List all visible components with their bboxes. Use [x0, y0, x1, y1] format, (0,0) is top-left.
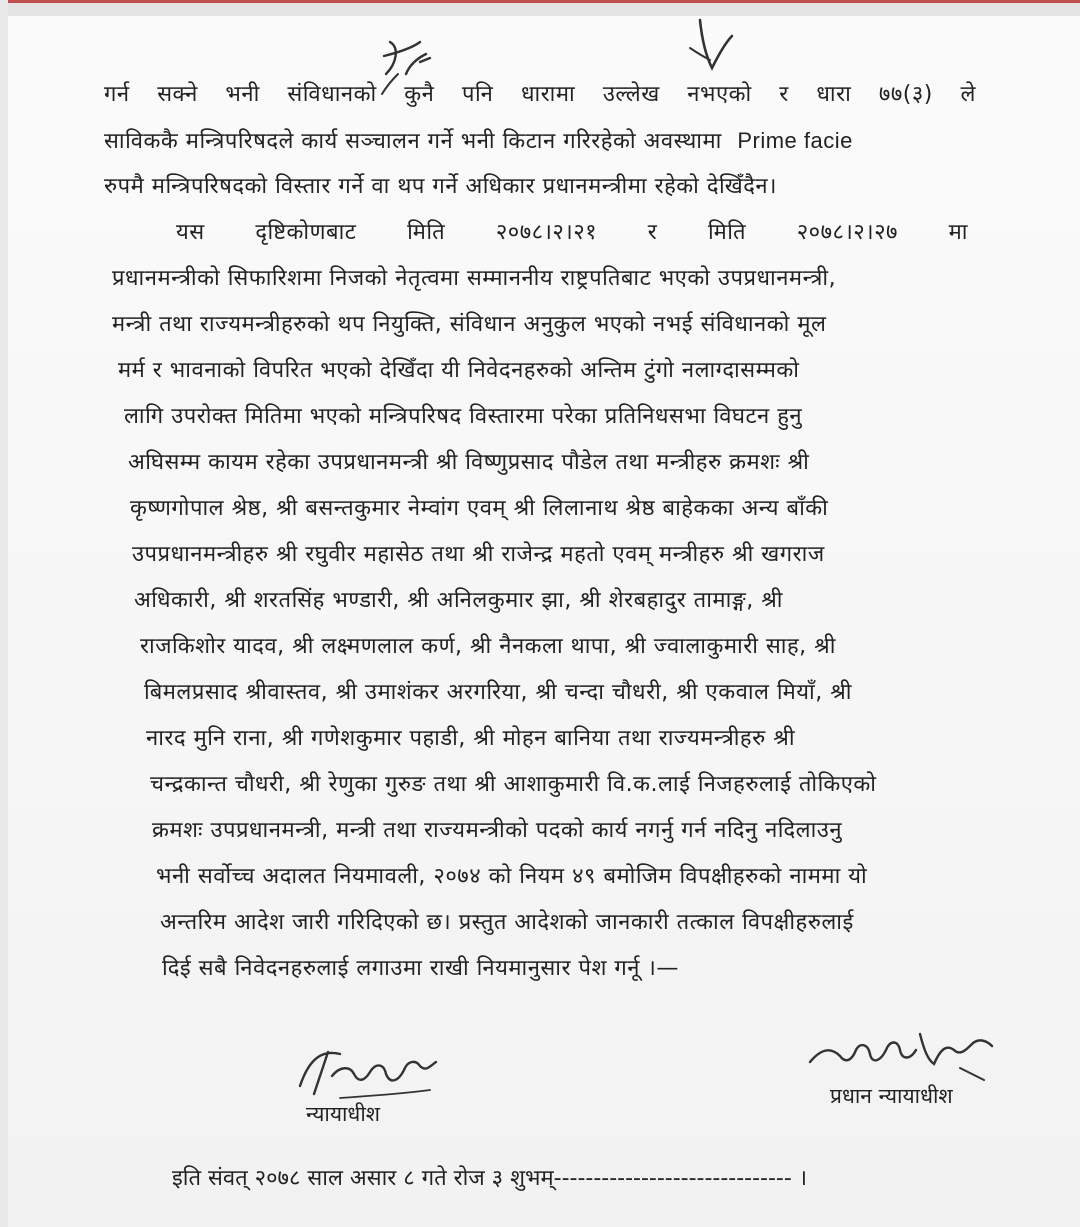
- body-line-20: दिई सबै निवेदनहरुलाई लगाउमा राखी नियमानुसार पेश गर्नू ।—: [162, 956, 679, 981]
- body-line-3: रुपमै मन्त्रिपरिषदको विस्तार गर्ने वा थप गर्ने अधिकार प्रधानमन्त्रीमा रहेको देखिँदैन।: [104, 174, 777, 199]
- word: कुनै: [404, 82, 435, 107]
- body-line-7: मर्म र भावनाको विपरित भएको देखिँदा यी निवेदनहरुको अन्तिम टुंगो नलाग्दासम्मको: [118, 358, 800, 383]
- word: नभएको: [687, 82, 752, 107]
- word: यस: [176, 220, 205, 245]
- top-red-stripe: [0, 0, 1080, 3]
- closing-line: इति संवत् २०७८ साल असार ८ गते रोज ३ शुभम्------------------------------ ।: [172, 1166, 808, 1191]
- body-line-8: लागि उपरोक्त मितिमा भएको मन्त्रिपरिषद विस्तारमा परेका प्रतिनिधसभा विघटन हुनु: [124, 404, 803, 429]
- word: ले: [960, 82, 976, 107]
- word: भनी: [225, 82, 260, 107]
- body-line-1: [104, 80, 976, 110]
- word: गर्न: [104, 82, 130, 107]
- body-line-16: चन्द्रकान्त चौधरी, श्री रेणुका गुरुङ तथा श्री आशाकुमारी वि.क.लाई निजहरुलाई तोकिएको: [150, 772, 877, 797]
- body-line-2: [104, 126, 853, 157]
- word: र: [779, 82, 789, 107]
- body-line-2-text: साविककै मन्त्रिपरिषदले कार्य सञ्चालन गर्ने भनी किटान गरिरहेको अवस्थामा: [104, 129, 722, 154]
- body-line-11: उपप्रधानमन्त्रीहरु श्री रघुवीर महासेठ तथा श्री राजेन्द्र महतो एवम् मन्त्रीहरु श्री खगराज: [132, 542, 825, 567]
- word: उल्लेख: [602, 82, 660, 107]
- word: दृष्टिकोणबाट: [255, 220, 357, 245]
- body-line-4: [176, 218, 968, 248]
- body-line-14: बिमलप्रसाद श्रीवास्तव, श्री उमाशंकर अरगरिया, श्री चन्दा चौधरी, श्री एकवाल मियाँ, श्री: [144, 680, 853, 705]
- word: सक्ने: [157, 82, 198, 107]
- body-line-6: मन्त्री तथा राज्यमन्त्रीहरुको थप नियुक्ति, संविधान अनुकुल भएको नभई संविधानको मूल: [112, 312, 827, 337]
- body-line-10: कृष्णगोपाल श्रेष्ठ, श्री बसन्तकुमार नेम्वांग एवम् श्री लिलानाथ श्रेष्ठ बाहेकका अन्य बाँकी: [130, 496, 829, 521]
- body-line-17: क्रमशः उपप्रधानमन्त्री, मन्त्री तथा राज्यमन्त्रीको पदको कार्य नगर्नु गर्न नदिनु नदिलाउनु: [152, 818, 843, 843]
- body-line-9: अघिसम्म कायम रहेका उपप्रधानमन्त्री श्री विष्णुप्रसाद पौडेल तथा मन्त्रीहरु क्रमशः श्री: [128, 450, 810, 475]
- word: पनि: [461, 82, 494, 107]
- left-page-edge: [0, 0, 8, 1227]
- handwritten-tick-mark: [676, 12, 736, 82]
- body-line-12: अधिकारी, श्री शरतसिंह भण्डारी, श्री अनिलकुमार झा, श्री शेरबहादुर तामाङ्ग, श्री: [134, 588, 783, 613]
- body-line-18: भनी सर्वोच्च अदालत नियमावली, २०७४ को नियम ४९ बमोजिम विपक्षीहरुको नाममा यो: [156, 864, 868, 889]
- right-signature-scribble: [800, 1020, 1000, 1090]
- word: संविधानको: [287, 82, 377, 107]
- body-line-19: अन्तरिम आदेश जारी गरिदिएको छ। प्रस्तुत आदेशको जानकारी तत्काल विपक्षीहरुलाई: [160, 910, 854, 935]
- body-line-15: नारद मुनि राना, श्री गणेशकुमार पहाडी, श्री मोहन बानिया तथा राज्यमन्त्रीहरु श्री: [146, 726, 796, 751]
- word: र: [647, 220, 658, 245]
- word: मिति: [707, 220, 747, 245]
- right-signature-label: प्रधान न्यायाधीश: [830, 1084, 953, 1108]
- word: मिति: [407, 220, 446, 245]
- word: धारामा: [520, 82, 576, 107]
- left-signature-scribble: [280, 1036, 450, 1106]
- body-line-13: राजकिशोर यादव, श्री लक्ष्मणलाल कर्ण, श्री नैनकला थापा, श्री ज्वालाकुमारी साह, श्री: [140, 634, 836, 659]
- word: २०७८।२।२१: [495, 220, 598, 245]
- left-signature-label: न्यायाधीश: [306, 1102, 381, 1126]
- word: धारा: [816, 82, 852, 107]
- top-page-edge: [0, 0, 1080, 16]
- word: २०७८।२।२७: [796, 220, 898, 245]
- latin-phrase: Prime facie: [737, 128, 853, 153]
- body-line-5: प्रधानमन्त्रीको सिफारिशमा निजको नेतृत्वमा सम्माननीय राष्ट्रपतिबाट भएको उपप्रधानमन्त्री,: [112, 266, 837, 291]
- word: मा: [948, 220, 968, 245]
- word: ७७(३): [878, 82, 933, 107]
